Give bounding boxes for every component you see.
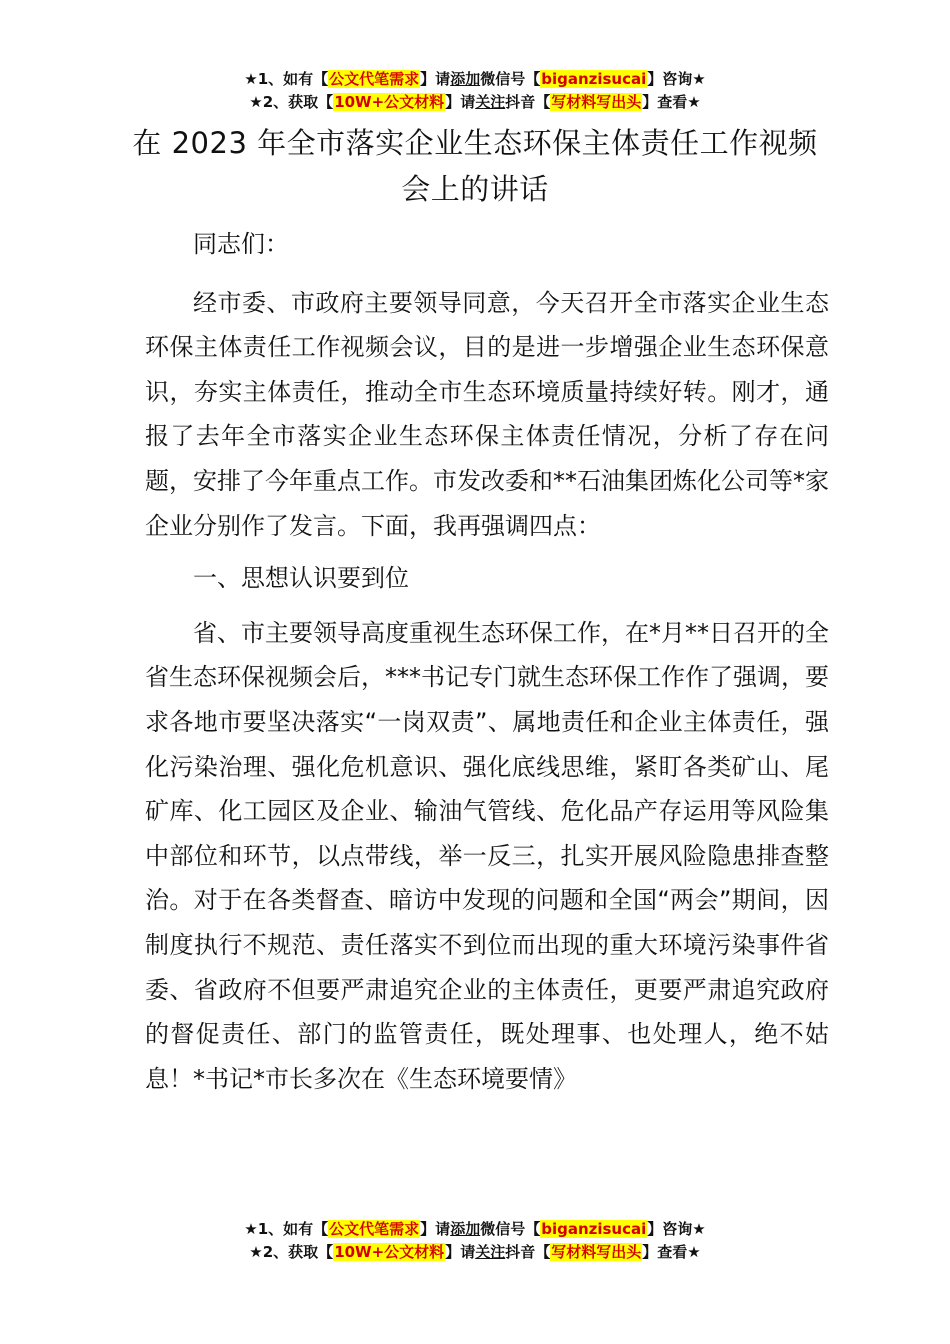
banner-text: 】请 <box>420 1220 451 1238</box>
banner-text: 】请 <box>445 93 476 111</box>
greeting: 同志们： <box>193 230 289 258</box>
banner-line-2 <box>0 1241 950 1264</box>
document-body <box>145 222 829 1109</box>
banner-highlight: 10W+公文材料 <box>334 1243 445 1261</box>
banner-line-1 <box>0 68 950 91</box>
banner-highlight: biganzisucai <box>541 70 647 88</box>
banner-text: 】请 <box>420 70 451 88</box>
paragraph: 经市委、市政府主要领导同意，今天召开全市落实企业生态环保主体责任工作视频会议，目的是进一步增强企业生态环保意识，夯实主体责任，推动全市生态环境质量持续好转。刚才，通报了去年全市落实企业生态环保主体责任情况，分析了存在问题，安排了今年重点工作。市发改委和**石油集团炼化公司等*家企业分别作了发言。下面，我再强调四点： <box>145 288 829 540</box>
banner-text: ★2、获取【 <box>249 1243 334 1261</box>
banner-text: 微信号【 <box>480 1220 541 1238</box>
banner-underlined: 添加 <box>450 1220 481 1238</box>
banner-text: 抖音【 <box>505 1243 551 1261</box>
banner-underlined: 关注 <box>475 1243 506 1261</box>
section-heading: 一、思想认识要到位 <box>193 564 409 593</box>
banner-highlight: 公文代笔需求 <box>329 70 420 88</box>
banner-highlight: 写材料写出头 <box>551 93 642 111</box>
banner-underlined: 添加 <box>450 70 481 88</box>
banner-text: ★1、如有【 <box>244 1220 329 1238</box>
banner-text: 抖音【 <box>505 93 551 111</box>
banner-text: 微信号【 <box>480 70 541 88</box>
banner-highlight: biganzisucai <box>541 1220 647 1238</box>
banner-text: 】请 <box>445 1243 476 1261</box>
document-title: 在 2023 年全市落实企业生态环保主体责任工作视频会上的讲话 <box>132 126 818 206</box>
banner-underlined: 关注 <box>475 93 506 111</box>
banner-highlight: 10W+公文材料 <box>334 93 445 111</box>
banner-line-1 <box>0 1218 950 1241</box>
footer-banner <box>0 1218 950 1264</box>
banner-text: 】咨询★ <box>647 70 706 88</box>
banner-line-2 <box>0 91 950 114</box>
banner-text: ★1、如有【 <box>244 70 329 88</box>
header-banner <box>0 68 950 114</box>
banner-text: ★2、获取【 <box>249 93 334 111</box>
banner-text: 】查看★ <box>642 1243 701 1261</box>
paragraph: 省、市主要领导高度重视生态环保工作，在*月**日召开的全省生态环保视频会后，***书记专门就生态环保工作作了强调，要求各地市要坚决落实“一岗双责”、属地责任和企业主体责任，强化污染治理、强化危机意识、强化底线思维，紧盯各类矿山、尾矿库、化工园区及企业、输油气管线、危化品产存运用等风险集中部位和环节，以点带线，举一反三，扎实开展风险隐患排查整治。对于在各类督查、暗访中发现的问题和全国“两会”期间，因制度执行不规范、责任落实不到位而出现的重大环境污染事件省委、省政府不但要严肃追究企业的主体责任，更要严肃追究政府的督促责任、部门的监管责任，既处理事、也处理人，绝不姑息！*书记*市长多次在《生态环境要情》 <box>145 618 829 1093</box>
banner-text: 】查看★ <box>642 93 701 111</box>
banner-highlight: 公文代笔需求 <box>329 1220 420 1238</box>
banner-text: 】咨询★ <box>647 1220 706 1238</box>
banner-highlight: 写材料写出头 <box>551 1243 642 1261</box>
